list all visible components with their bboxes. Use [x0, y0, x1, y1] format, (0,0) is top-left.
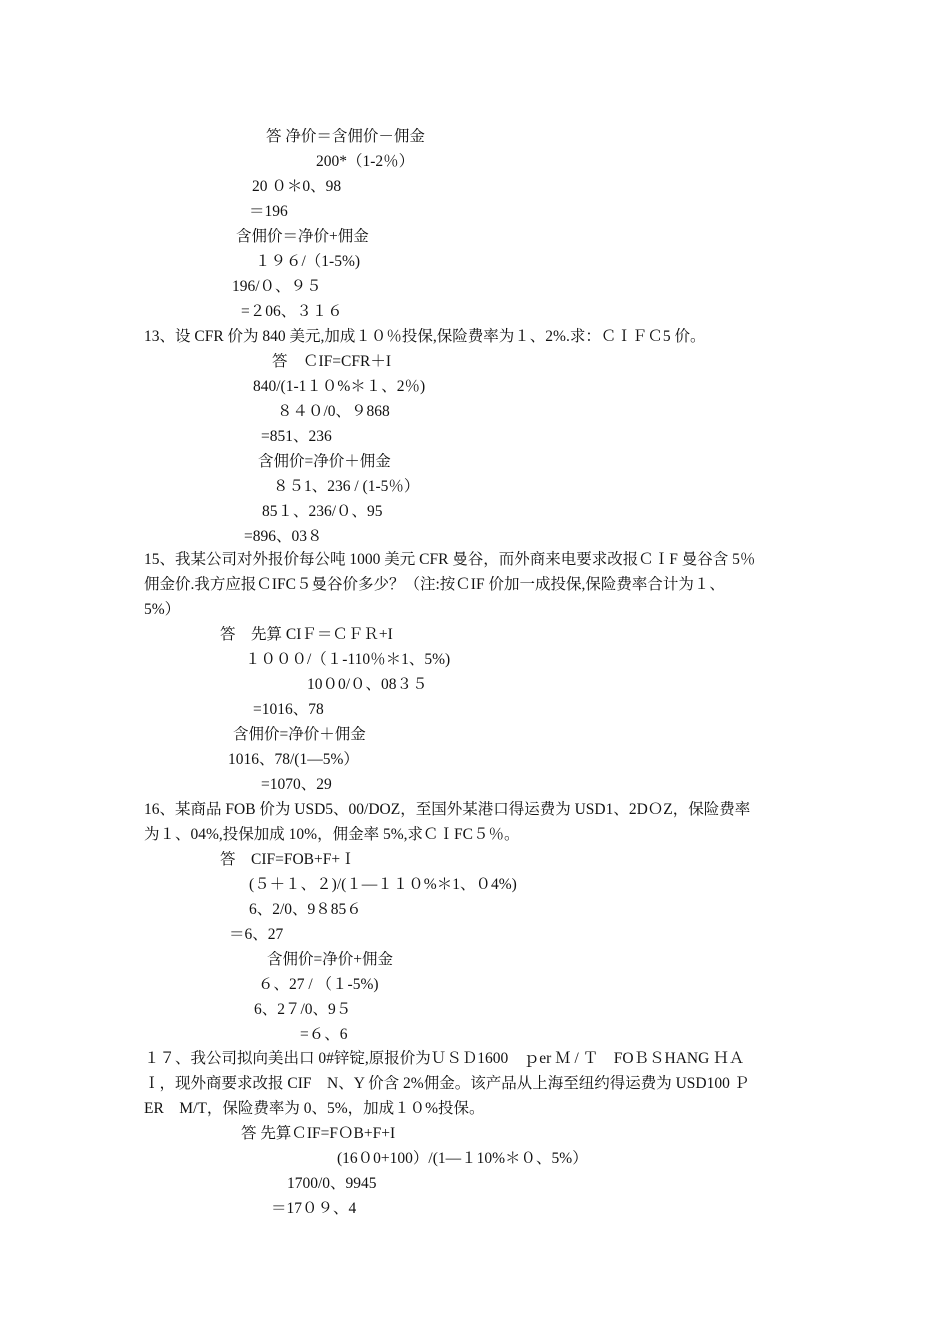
q12-calc-line: １９６/（1-5%)	[255, 253, 361, 270]
q17-result-line: ＝17０９、4	[271, 1200, 357, 1217]
q16-calc-line: ６、27 / （１-5%)	[258, 976, 379, 993]
question-17-line-3: ER M/T，保险费率为 0、5%，加成１０%投保。	[144, 1100, 485, 1117]
question-16-line-1: 16、某商品 FOB 价为 USD5、00/DOZ，至国外某港口得运费为 USD1、2DＯZ，保险费率	[144, 801, 751, 818]
q13-result-line: =896、03８	[244, 528, 323, 545]
q16-calc-line: (５＋１、２)/(１—１１０%＊1、０4%)	[249, 876, 517, 893]
question-17-line-1: １７、我公司拟向美出口 0#锌锭,原报价为ＵＳＤ1600 ｐer Ｍ / Ｔ FOＢＳHANG ＨＡ	[144, 1050, 745, 1067]
question-13: 13、设 CFR 价为 840 美元,加成１０％投保,保险费率为１、2%.求：ＣＩＦＣ5 价。	[144, 328, 706, 345]
q15-result-line: =1016、78	[253, 701, 324, 718]
q16-calc-line: 6、2/0、9８85６	[249, 901, 362, 918]
q12-commission-price-formula: 含佣价＝净价+佣金	[236, 228, 369, 245]
q17-calc-line: (16０0+100）/(1—１10%＊０、5%）	[337, 1150, 588, 1167]
question-15-line-3: 5%）	[144, 601, 181, 618]
q13-calc-line: 840/(1-1１０%＊１、2％)	[253, 378, 426, 395]
q17-calc-line: 1700/0、9945	[287, 1175, 377, 1192]
q12-result-line: ＝196	[249, 203, 288, 220]
q12-calc-line: 20 ０＊0、98	[252, 178, 342, 195]
q15-calc-line: 1016、78/(1—5%）	[228, 751, 359, 768]
q13-commission-price-formula: 含佣价=净价＋佣金	[258, 453, 391, 470]
q15-result-line: =1070、29	[261, 776, 332, 793]
question-17-line-2: Ｉ，现外商要求改报 CIF N、Y 价含 2%佣金。该产品从上海至纽约得运费为 USD100 Ｐ	[144, 1075, 750, 1092]
q16-commission-price-formula: 含佣价=净价+佣金	[267, 951, 393, 968]
q12-calc-line: 196/０、９５	[232, 278, 322, 295]
q13-calc-line: ８５1、236 / (1-5％）	[273, 478, 420, 495]
q15-commission-price-formula: 含佣价=净价＋佣金	[233, 726, 366, 743]
q13-calc-line: ８４０/0、９868	[277, 403, 390, 420]
q12-result-line: =２06、３１６	[241, 303, 343, 320]
q16-result-line: ＝6、27	[229, 926, 284, 943]
q13-answer-formula: 答 ＣIF=CFR＋I	[272, 353, 391, 370]
q15-answer-formula: 答 先算 CIＦ＝ＣＦＲ+I	[220, 626, 393, 643]
question-16-line-2: 为１、04%,投保加成 10%，佣金率 5%,求ＣＩFC５％。	[144, 826, 520, 843]
q16-result-line: =６、6	[300, 1026, 348, 1043]
q13-calc-line: 85１、236/０、95	[262, 503, 383, 520]
q17-answer-formula: 答 先算ＣIF=FＯB+F+I	[241, 1125, 396, 1142]
q12-answer-net-price-formula: 答 净价＝含佣价－佣金	[266, 128, 425, 145]
q15-calc-line: 10０0/０、08３５	[307, 676, 428, 693]
q13-result-line: =851、236	[261, 428, 332, 445]
q15-calc-line: １０００/（１-110％＊1、5%)	[245, 651, 451, 668]
q12-calc-line: 200*（1-2％）	[316, 153, 415, 170]
question-15-line-2: 佣金价.我方应报ＣIFC５曼谷价多少？（注:按ＣIF 价加一成投保,保险费率合计为１、	[144, 576, 725, 593]
q16-answer-formula: 答 CIF=FOB+F+Ｉ	[220, 851, 356, 868]
q16-calc-line: 6、2７/0、9５	[254, 1001, 352, 1018]
question-15-line-1: 15、我某公司对外报价每公吨 1000 美元 CFR 曼谷，而外商来电要求改报ＣＩF 曼谷含 5％	[144, 551, 756, 568]
